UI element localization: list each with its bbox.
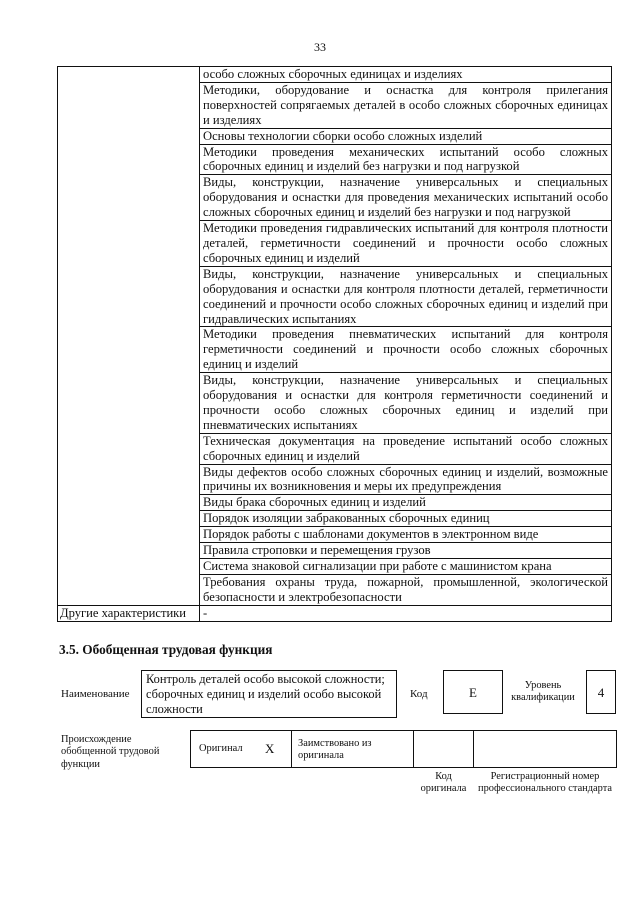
table-row bbox=[58, 605, 612, 621]
code-original-caption: Код оригинала bbox=[420, 771, 467, 795]
code-label: Код bbox=[410, 688, 428, 700]
row-text: Порядок изоляции забракованных сборочных единиц bbox=[200, 511, 612, 527]
original-cell bbox=[190, 730, 292, 768]
row-text: Требования охраны труда, пожарной, промышленной, экологической безопасности и электробезопасности bbox=[200, 574, 612, 605]
name-value: Контроль деталей особо высокой сложности; сборочных единиц и изделий особо высокой сложности bbox=[141, 670, 397, 718]
name-label: Наименование bbox=[61, 688, 130, 700]
original-label: Оригинал bbox=[199, 743, 243, 754]
row-text: Методики проведения механических испытаний особо сложных сборочных единиц и изделий без нагрузки и под нагрузкой bbox=[200, 144, 612, 175]
row-text: Виды дефектов особо сложных сборочных единиц и изделий, возможные причины их возникновения и меры их предупреждения bbox=[200, 464, 612, 495]
reg-number-cell bbox=[473, 730, 617, 768]
borrowed-cell bbox=[291, 730, 414, 768]
row-text: Порядок работы с шаблонами документов в электронном виде bbox=[200, 527, 612, 543]
code-original-cell bbox=[413, 730, 474, 768]
reg-number-caption: Регистрационный номер профессионального стандарта bbox=[478, 771, 612, 795]
row-text: Виды брака сборочных единиц и изделий bbox=[200, 495, 612, 511]
row-text: Техническая документация на проведение испытаний особо сложных сборочных единиц и изделий bbox=[200, 433, 612, 464]
row-text: Правила строповки и перемещения грузов bbox=[200, 543, 612, 559]
borrowed-label: Заимствовано из оригинала bbox=[298, 738, 372, 762]
row-label bbox=[58, 67, 200, 606]
row-text: Виды, конструкции, назначение универсальных и специальных оборудования и оснастки для проведения механических испытаний особо сложных сборочных единиц и изделий без нагрузки и под нагрузкой bbox=[200, 175, 612, 221]
row-text: Виды, конструкции, назначение универсальных и специальных оборудования и оснастки для контроля плотности деталей, герметичности соединений и прочности особо сложных сборочных единиц и изделий при гидравлических испытаниях bbox=[200, 266, 612, 327]
level-label: Уровень квалификации bbox=[511, 680, 575, 704]
original-mark: X bbox=[265, 741, 275, 756]
row-text: Методики, оборудование и оснастка для контроля прилегания поверхностей сопрягаемых деталей в особо сложных сборочных единицах и изделиях bbox=[200, 82, 612, 128]
code-value: E bbox=[443, 670, 503, 714]
row-label: Другие характеристики bbox=[58, 605, 200, 621]
row-text: Виды, конструкции, назначение универсальных и специальных оборудования и оснастки для контроля герметичности соединений и прочности особо сложных сборочных единиц и изделий при пневматических испытаниях bbox=[200, 373, 612, 434]
level-value: 4 bbox=[586, 670, 616, 714]
knowledge-table bbox=[57, 66, 612, 622]
row-text: Основы технологии сборки особо сложных изделий bbox=[200, 128, 612, 144]
origin-label: Происхождение обобщенной трудовой функции bbox=[61, 734, 160, 770]
row-text: Методики проведения гидравлических испытаний для контроля плотности деталей, герметичности соединений и прочности особо сложных сборочных единиц и изделий bbox=[200, 221, 612, 267]
row-text: Система знаковой сигнализации при работе с машинистом крана bbox=[200, 559, 612, 575]
section-title: 3.5. Обобщенная трудовая функция bbox=[59, 642, 273, 657]
row-text: - bbox=[200, 605, 612, 621]
table-row bbox=[58, 67, 612, 83]
row-text: Методики проведения пневматических испытаний для контроля герметичности соединений и прочности особо сложных сборочных единиц и изделий bbox=[200, 327, 612, 373]
row-text: особо сложных сборочных единицах и изделиях bbox=[200, 67, 612, 83]
page-number: 33 bbox=[314, 40, 326, 54]
